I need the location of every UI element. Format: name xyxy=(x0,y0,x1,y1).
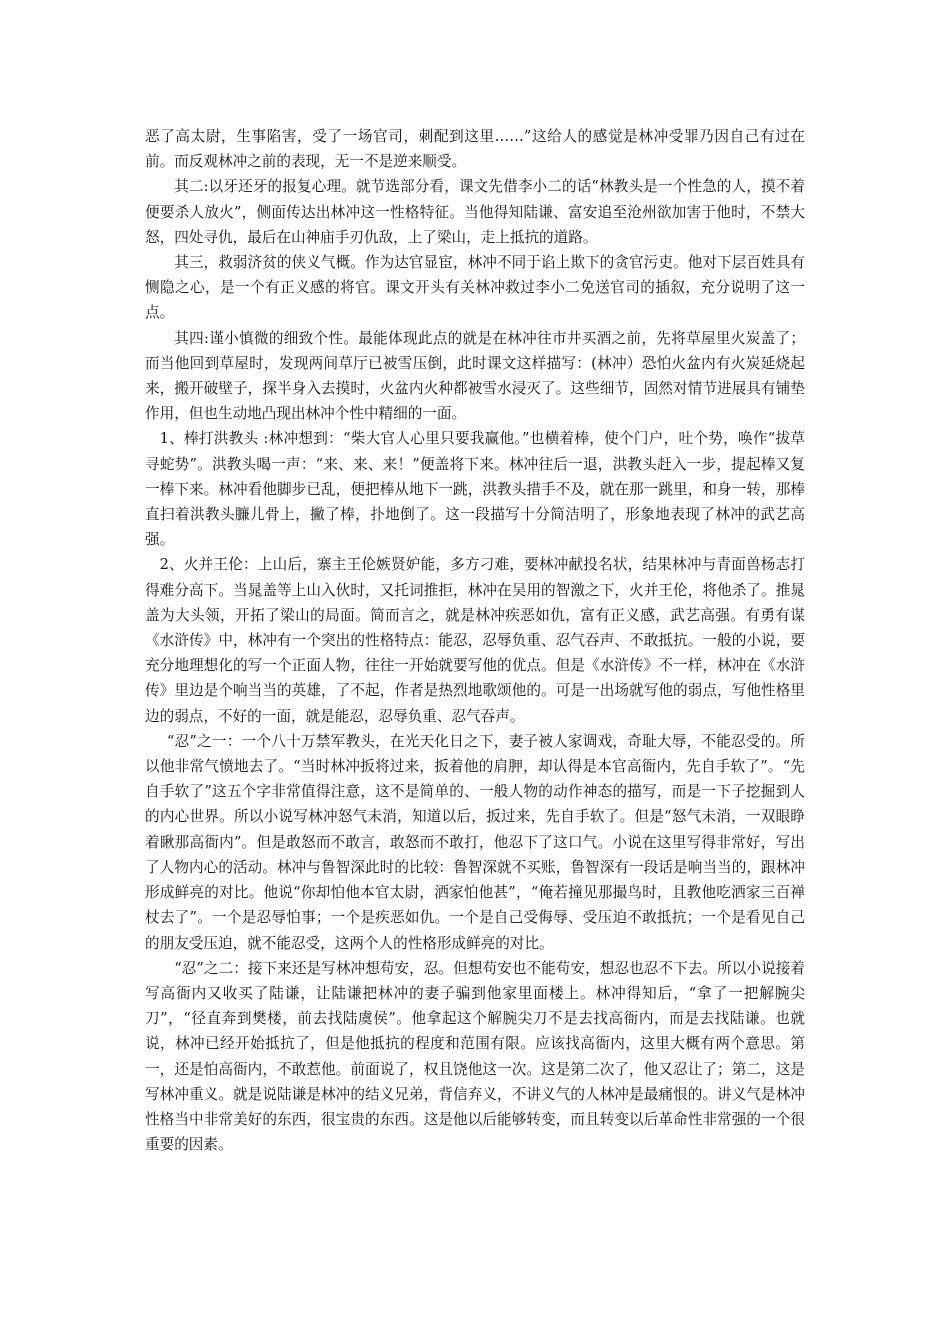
paragraph-trait-three: 其三，救弱济贫的侠义气概。作为达官显宦，林冲不同于谄上欺下的贪官污吏。他对下层百姓具有恻隐之心，是一个有正义感的将官。课文开头有关林冲救过李小二免送官司的插叙，充分说明了这一点。 xyxy=(145,254,805,322)
paragraph-endure-one: “忍”之一：一个八十万禁军教头，在光天化日之下，妻子被人家调戏，奇耻大辱，不能忍受的。所以他非常气愤地去了。“当时林冲扳将过来，扳着他的肩胛，却认得是本官高衙内，先自手软了”。“先自手软了”这五个字非常值得注意，这不是简单的、一般人物的动作神态的描写，而是一下子挖掘到人的内心世界。所以小说写林冲怒气未消，知道以后，扳过来，先自手软了。但是“怒气未消，一双眼睁着瞅那高衙内”。但是敢怒而不敢言，敢怒而不敢打，他忍下了这口气。小说在这里写得非常好，写出了人物内心的活动。林冲与鲁智深此时的比较：鲁智深就不买账，鲁智深有一段话是响当当的，跟林冲形成鲜亮的对比。他说“你却怕他本官太尉，洒家怕他甚”，“俺若撞见那撮鸟时，且教他吃洒家三百禅杖去了”。一个是忍辱怕事；一个是疾恶如仇。一个是自己受侮辱、受压迫不敢抵抗；一个是看见自己的朋友受压迫，就不能忍受，这两个人的性格形成鲜亮的对比。 xyxy=(145,732,805,952)
paragraph-continuation: 恶了高太尉，生事陷害，受了一场官司，刺配到这里……”这给人的感觉是林冲受罪乃因自己有过在前。而反观林冲之前的表现，无一不是逆来顺受。 xyxy=(145,128,805,171)
paragraph-wang-lun: 2、火并王伦：上山后，寨主王伦嫉贤妒能，多方刁难，要林冲献投名状，结果林冲与青面兽杨志打得难分高下。当晁盖等上山入伙时，又托词推拒，林冲在吴用的智激之下，火并王伦，将他杀了。推晁盖为大头领，开拓了梁山的局面。简而言之，就是林冲疾恶如仇，富有正义感，武艺高强。有勇有谋《水浒传》中，林冲有一个突出的性格特点：能忍，忍辱负重、忍气吞声、不敢抵抗。一般的小说，要充分地理想化的写一个正面人物，往往一开始就要写他的优点。但是《水浒传》不一样，林冲在《水浒传》里边是个响当当的英雄，了不起，作者是热烈地歌颂他的。可是一出场就写他的弱点，写他性格里边的弱点，不好的一面，就是能忍，忍辱负重、忍气吞声。 xyxy=(145,556,805,725)
document-page xyxy=(145,124,805,1157)
paragraph-trait-two: 其二:以牙还牙的报复心理。就节选部分看，课文先借李小二的话“林教头是一个性急的人，摸不着便要杀人放火”，侧面传达出林冲这一性格特征。当他得知陆谦、富安追至沧州欲加害于他时，不禁大怒，四处寻仇，最后在山神庙手刃仇敌，上了梁山，走上抵抗的道路。 xyxy=(145,178,805,246)
paragraph-staff-fight: 1、棒打洪教头 :林冲想到：“柴大官人心里只要我赢他。”也横着棒，使个门户，吐个势，唤作“拔草寻蛇势”。洪教头喝一声：“来、来、来！”便盖将下来。林冲往后一退，洪教头赶入一步，提起棒又复一棒下来。林冲看他脚步已乱，便把棒从地下一跳，洪教头措手不及，就在那一跳里，和身一转，那棒直扫着洪教头臁儿骨上，撇了棒，扑地倒了。这一段描写十分简洁明了，形象地表现了林冲的武艺高强。 xyxy=(145,430,805,549)
paragraph-trait-four: 其四:谨小慎微的细致个性。最能体现此点的就是在林冲往市井买酒之前，先将草屋里火炭盖了；而当他回到草屋时，发现两间草厅已被雪压倒，此时课文这样描写：(林冲）恐怕火盆内有火炭延烧起来，搬开破壁子，探半身入去摸时，火盆内火种都被雪水浸灭了。这些细节，固然对情节进展具有铺垫作用，但也生动地凸现出林冲个性中精细的一面。 xyxy=(145,329,805,423)
paragraph-endure-two: “忍”之二：接下来还是写林冲想苟安，忍。但想苟安也不能苟安，想忍也忍不下去。所以小说接着写高衙内又收买了陆谦，让陆谦把林冲的妻子骗到他家里面楼上。林冲得知后，“拿了一把解腕尖刀”，“径直奔到樊楼，前去找陆虞侯”。他拿起这个解腕尖刀不是去找高衙内，而是去找陆谦。也就说，林冲已经开始抵抗了，但是他抵抗的程度和范围有限。应该找高衙内，这里大概有两个意思。第一，还是怕高衙内，不敢惹他。前面说了，权且饶他这一次。这是第二次了，他又忍让了；第二，这是写林冲重义。就是说陆谦是林冲的结义兄弟，背信弃义，不讲义气的人林冲是最痛恨的。讲义气是林冲性格当中非常美好的东西，很宝贵的东西。这是他以后能够转变，而且转变以后革命性非常强的一个很重要的因素。 xyxy=(145,959,805,1154)
